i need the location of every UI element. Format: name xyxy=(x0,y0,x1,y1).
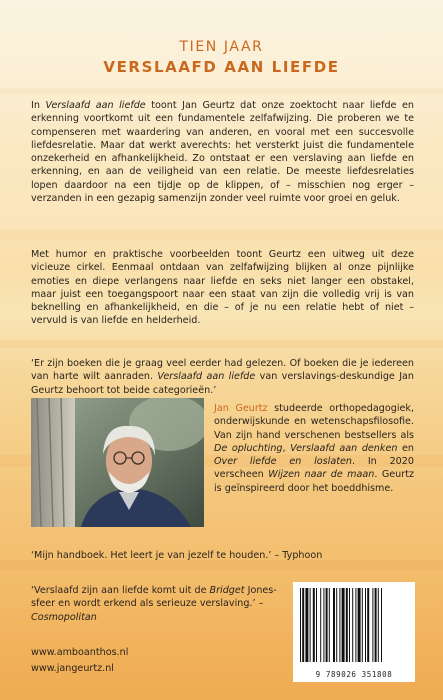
quote-source: Cosmopolitan xyxy=(31,611,97,623)
bio-text: . In 2020 verscheen xyxy=(214,456,414,481)
author-url[interactable]: www.jangeurtz.nl xyxy=(31,663,114,674)
author-name: Jan Geurtz xyxy=(214,403,268,414)
author-bio xyxy=(214,402,414,495)
book-title: Verslaafd aan liefde xyxy=(45,100,146,111)
quote-text: ‘Verslaafd zijn aan liefde komt uit de xyxy=(31,585,210,596)
author-photo xyxy=(31,398,204,527)
book-title: Wijzen naar de maan xyxy=(268,469,375,481)
book-title: Verslaafd aan liefde xyxy=(157,371,256,383)
quote-text: van verslavings-deskundige Jan Geurtz behoort tot beide categorieën.’ xyxy=(31,371,414,396)
barcode-bars xyxy=(293,582,415,668)
book-title: Over liefde en loslaten xyxy=(214,456,352,468)
publisher-url[interactable]: www.amboanthos.nl xyxy=(31,647,129,658)
description-paragraph-2: Met humor en praktische voorbeelden toont Geurtz een uitweg uit deze vicieuze cirkel. Eenmaal ontdaan van zelfafwijzing blijken al onze pijnlijke emoties en diepe verlangens naar liefde en seks niet langer een obstakel, maar juist een toegangspoort naar een staat van zijn die volledig vrij is van beknelling en afhankelijkheid, en die – of je nu een relatie hebt of niet – vervuld is van liefde en helderheid. xyxy=(31,249,414,327)
review-quote-3 xyxy=(31,584,281,624)
bio-text: , xyxy=(282,442,291,454)
book-title: Verslaafd aan denken xyxy=(290,442,398,454)
bio-text: studeerde orthopedagogiek, onderwijskunde en wetenschapsfilosofie. Van zijn hand verschenen bestsellers als xyxy=(214,403,414,441)
book-title: De opluchting xyxy=(214,442,283,454)
review-quote-2: ‘Mijn handboek. Het leert je van jezelf te houden.’ – Typhoon xyxy=(31,550,323,561)
quote-title: Bridget xyxy=(209,585,245,596)
isbn-number: 9 789026 351808 xyxy=(315,670,393,679)
header-subtitle: TIEN JAAR xyxy=(179,39,264,55)
quote-text: Jones-sfeer en wordt erkend als serieuze verslaving.’ – xyxy=(31,585,277,610)
header-title: VERSLAAFD AAN LIEFDE xyxy=(103,58,340,76)
isbn-barcode xyxy=(293,582,415,682)
background-band xyxy=(0,88,443,94)
bio-text: . Geurtz is geïnspireerd door het boeddhisme. xyxy=(214,469,414,494)
background-band xyxy=(0,340,443,348)
paragraph-text: toont Jan Geurtz dat onze zoektocht naar liefde en erkenning voortkomt uit een fundamentele zelfafwijzing. Die proberen we te compenseren met waardering van anderen, en vooral met een succesvolle liefdesrelatie. Maar dat werkt averechts: het versterkt juist die fundamentele onzekerheid en afhankelijkheid. Zo ontstaat er een verslaving aan liefde en erkenning, en aan de veiligheid van een relatie. De meeste liefdesrelaties lopen daardoor na een tijdje op de klippen, of – misschien nog erger – verzanden in een gezapig samenzijn zonder veel ruimte voor groei en geluk. xyxy=(31,100,414,205)
background-band xyxy=(0,230,443,240)
description-paragraph-1 xyxy=(31,99,414,205)
quote-text: ‘Er zijn boeken die je graag veel eerder had gelezen. Of boeken die je iedereen van harte wilt aanraden. xyxy=(31,358,414,383)
bio-text: en xyxy=(397,442,414,454)
paragraph-text: In xyxy=(31,100,46,111)
